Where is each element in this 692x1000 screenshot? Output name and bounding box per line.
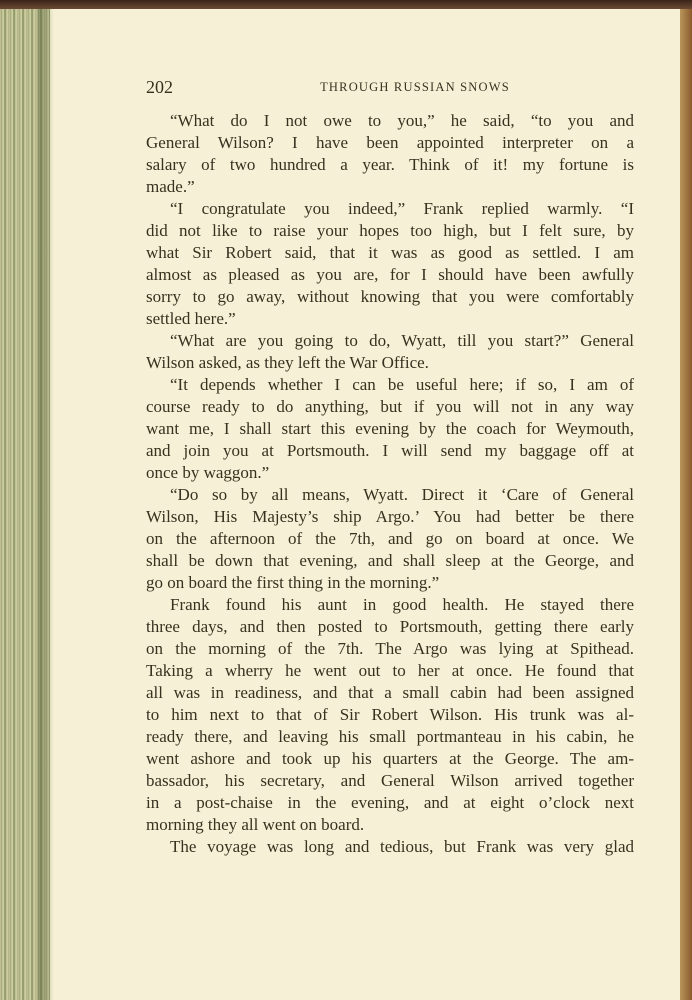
- text-line: what Sir Robert said, that it was as good as settled. I am: [146, 243, 634, 262]
- text-line: bassador, his secretary, and General Wilson arrived together: [146, 771, 634, 790]
- text-line: sorry to go away, without knowing that you were comfortably: [146, 287, 634, 306]
- text-line: on the afternoon of the 7th, and go on board at once. We: [146, 529, 634, 548]
- text-line: General Wilson? I have been appointed interpreter on a: [146, 133, 634, 152]
- text-line: once by waggon.”: [146, 463, 270, 482]
- page-right-edge: [680, 9, 692, 1000]
- binding-shadow: [38, 9, 54, 1000]
- running-title: THROUGH RUSSIAN SNOWS: [320, 80, 510, 94]
- text-line: course ready to do anything, but if you will not in any way: [146, 397, 634, 416]
- text-line: almost as pleased as you are, for I should have been awfully: [146, 265, 634, 284]
- text-line: went ashore and took up his quarters at the George. The am-: [146, 749, 634, 768]
- text-line: made.”: [146, 177, 195, 196]
- text-line: go on board the first thing in the morning.”: [146, 573, 440, 592]
- text-line: Taking a wherry he went out to her at once. He found that: [146, 661, 634, 680]
- text-line: and join you at Portsmouth. I will send my baggage off at: [146, 441, 634, 460]
- text-line: Frank found his aunt in good health. He stayed there: [170, 595, 634, 614]
- text-line: want me, I shall start this evening by the coach for Weymouth,: [146, 419, 634, 438]
- body-text: [146, 110, 634, 858]
- page-header: [146, 77, 634, 99]
- page-top-edge: [0, 0, 692, 9]
- text-line: “What do I not owe to you,” he said, “to you and: [170, 111, 634, 130]
- text-line: morning they all went on board.: [146, 815, 365, 834]
- text-line: “I congratulate you indeed,” Frank replied warmly. “I: [170, 199, 634, 218]
- text-line: on the morning of the 7th. The Argo was lying at Spithead.: [146, 639, 634, 658]
- text-line: “It depends whether I can be useful here; if so, I am of: [170, 375, 634, 394]
- text-line: in a post-chaise in the evening, and at eight o’clock next: [146, 793, 634, 812]
- text-line: all was in readiness, and that a small cabin had been assigned: [146, 683, 634, 702]
- text-line: shall be down that evening, and shall sleep at the George, and: [146, 551, 634, 570]
- text-line: three days, and then posted to Portsmouth, getting there early: [146, 617, 634, 636]
- text-line: Wilson, His Majesty’s ship Argo.’ You had better be there: [146, 507, 634, 526]
- text-line: “Do so by all means, Wyatt. Direct it ‘Care of General: [170, 485, 634, 504]
- text-line: to him next to that of Sir Robert Wilson. His trunk was al-: [146, 705, 634, 724]
- text-line: Wilson asked, as they left the War Office.: [146, 353, 429, 372]
- text-line: salary of two hundred a year. Think of it! my fortune is: [146, 155, 634, 174]
- text-line: “What are you going to do, Wyatt, till you start?” General: [170, 331, 634, 350]
- text-line: ready there, and leaving his small portmanteau in his cabin, he: [146, 727, 634, 746]
- text-line: The voyage was long and tedious, but Frank was very glad: [170, 837, 634, 856]
- text-line: did not like to raise your hopes too high, but I felt sure, by: [146, 221, 634, 240]
- text-line: settled here.”: [146, 309, 236, 328]
- page-number: 202: [146, 77, 173, 97]
